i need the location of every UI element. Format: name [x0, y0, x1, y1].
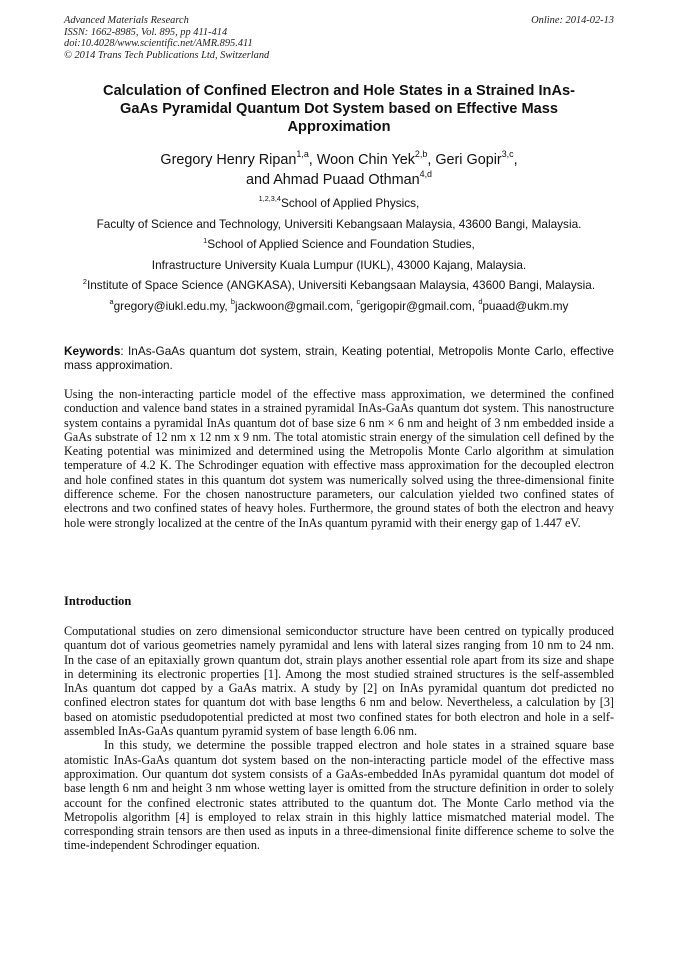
affiliation-superscript: 2	[82, 276, 87, 286]
email: jackwoon@gmail.com,	[234, 298, 357, 313]
paper-title	[64, 82, 614, 136]
author-list	[64, 150, 614, 190]
online-date: Online: 2014-02-13	[531, 15, 614, 26]
section-heading-introduction: Introduction	[64, 594, 132, 608]
keywords-label: Keywords	[64, 344, 121, 358]
copyright-line: © 2014 Trans Tech Publications Ltd, Switzerland	[64, 49, 270, 61]
affiliation-text: Institute of Space Science (ANGKASA), Universiti Kebangsaan Malaysia, 43600 Bangi, Malaysia.	[86, 278, 596, 293]
affiliation-line	[60, 234, 618, 255]
author-line-2	[64, 170, 614, 190]
title-line-2: GaAs Pyramidal Quantum Dot System based on Effective Mass	[120, 101, 558, 117]
email-superscript: c	[356, 297, 361, 307]
author-name: Gregory Henry Ripan	[160, 152, 297, 168]
journal-header	[64, 15, 269, 61]
abstract: Using the non-interacting particle model of the effective mass approximation, we determined the confined conduction and valence band states in a strained pyramidal InAs-GaAs quantum dot system. This nanostructure system contains a pyramidal InAs quantum dot of base size 6 nm × 6 nm and height of 3 nm embedded inside a GaAs substrate of 12 nm x 12 nm x 9 nm. The total atomistic strain energy of the simulation cell defined by the Keating potential was minimized and determined using the Metropolis Monte Carlo algorithm at simulation temperature of 4.2 K. The Schrodinger equation with effective mass approximation for the decoupled electron and hole confined states in this quantum dot system was numerically solved using the three-dimensional finite difference scheme. For the chosen nanostructure parameters, our calculation yielded two confined states of electrons and two confined states of heavy holes. Furthermore, the ground states of both the electron and heavy hole were strongly localized at the centre of the InAs quantum pyramid with their energy gap of 1.447 eV.	[64, 387, 614, 530]
author-separator: ,	[308, 152, 317, 168]
author-conjunction: and	[245, 172, 274, 188]
author-name: Geri Gopir	[435, 152, 502, 168]
keywords	[64, 344, 614, 373]
email: gregory@iukl.edu.my,	[113, 298, 231, 313]
keywords-text: : InAs-GaAs quantum dot system, strain, Keating potential, Metropolis Monte Carlo, effective mass approximation.	[64, 344, 614, 373]
affiliation-superscript: 1	[203, 235, 208, 245]
email-superscript: a	[109, 297, 114, 307]
email-line	[60, 296, 618, 317]
affiliation-superscript: 1,2,3,4	[258, 194, 281, 204]
author-name: Ahmad Puaad Othman	[273, 172, 420, 188]
author-superscript: 3,c	[501, 149, 514, 160]
affiliation-text: School of Applied Science and Foundation Studies,	[207, 237, 475, 252]
email: puaad@ukm.my	[482, 298, 569, 313]
author-name: Woon Chin Yek	[316, 152, 415, 168]
title-line-1: Calculation of Confined Electron and Hole States in a Strained InAs-	[103, 83, 575, 99]
email: gerigopir@gmail.com,	[360, 298, 479, 313]
author-superscript: 4,d	[419, 169, 432, 180]
title-line-3: Approximation	[287, 119, 391, 135]
paragraph: Computational studies on zero dimensional semiconductor structure have been centred on typically produced quantum dot of various geometries namely pyramidal and lens with lateral sizes ranging from 10 nm to 24 nm. In the case of an epitaxially grown quantum dot, strain plays another essential role apart from its size and shape in determining its electronic properties [1]. Among the most studied strained structures is the self-assembled InAs quantum dot capped by a GaAs matrix. A study by [2] on InAs pyramidal quantum dot predicted no confined electron states for quantum dot with base lengths 6 nm and below. Nevertheless, a calculation by [3] based on atomistic psedudopotential predicted at most two confined states for both electron and hole in a self-assembled InAs-GaAs quantum pyramid system of base length 6.06 nm.	[64, 624, 614, 739]
email-superscript: d	[478, 297, 483, 307]
author-superscript: 1,a	[296, 149, 309, 160]
affiliations	[60, 193, 618, 317]
affiliation-line	[60, 275, 618, 296]
email-superscript: b	[230, 297, 235, 307]
paragraph: In this study, we determine the possible trapped electron and hole states in a strained square base atomistic InAs-GaAs quantum dot system based on the non-interacting particle model of the effective mass approximation. Our quantum dot system consists of a GaAs-embedded InAs pyramidal quantum dot model of base length 6 nm and height 3 nm whose wetting layer is omitted from the structure definition in order to solely account for the confined electronic states attributed to the quantum dot. The Monte Carlo method via the Metropolis algorithm [4] is employed to relax strain in this highly lattice mismatched material model. The corresponding strain tensors are then used as inputs in a three-dimensional finite difference scheme to solve the time-independent Schrodinger equation.	[64, 738, 614, 853]
journal-name: Advanced Materials Research	[64, 15, 189, 26]
issn-line: ISSN: 1662-8985, Vol. 895, pp 411-414	[64, 26, 228, 38]
affiliation-text: School of Applied Physics,	[280, 196, 420, 210]
introduction-body	[64, 624, 614, 853]
author-separator: ,	[513, 152, 518, 168]
doi-line: doi:10.4028/www.scientific.net/AMR.895.411	[64, 38, 253, 50]
affiliation-line	[60, 193, 618, 214]
affiliation-line: Faculty of Science and Technology, Universiti Kebangsaan Malaysia, 43600 Bangi, Malaysia.	[96, 216, 582, 231]
author-superscript: 2,b	[414, 149, 428, 160]
author-line-1	[64, 150, 614, 170]
affiliation-line: Infrastructure University Kuala Lumpur (IUKL), 43000 Kajang, Malaysia.	[151, 257, 527, 272]
author-separator: ,	[427, 152, 436, 168]
